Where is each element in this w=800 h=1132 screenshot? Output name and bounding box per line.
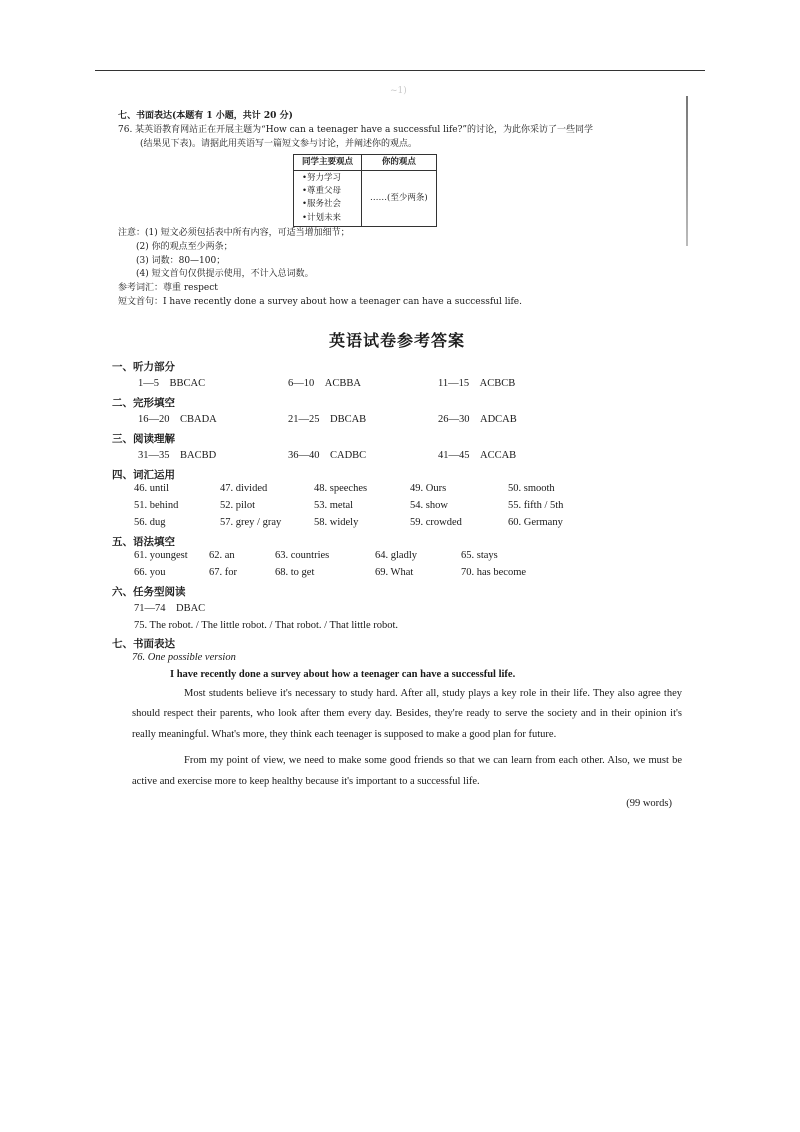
answer-group: 11—15 ACBCB <box>438 378 516 389</box>
grammar-answer: 66. you <box>134 567 166 578</box>
classmate-view-item: • 计划未来 <box>302 212 353 225</box>
scan-edge-mark <box>686 96 688 246</box>
classmate-view-item: • 努力学习 <box>302 172 353 185</box>
reference-vocabulary: 参考词汇：尊重 respect <box>118 283 218 294</box>
vocab-answer: 58. widely <box>314 517 359 528</box>
task-reading-heading: 六、任务型阅读 <box>112 587 186 598</box>
vocab-answers <box>112 483 682 528</box>
grammar-answer: 64. gladly <box>375 550 417 561</box>
note-item: 注意：(1) 短文必须包括表中所有内容，可适当增加细节； <box>118 227 350 238</box>
cloze-answers <box>112 411 682 426</box>
note-item: (4) 短文首句仅供提示使用，不计入总词数。 <box>136 269 314 280</box>
answer-group: 36—40 CADBC <box>288 450 367 461</box>
answer-key <box>112 328 682 809</box>
answer-group: 16—20 CBADA <box>138 414 217 425</box>
writing-task-heading: 七、书面表达(本题有 1 小题，共计 20 分) <box>118 111 293 121</box>
your-view-cell: ……(至少两条) <box>362 170 437 226</box>
answer-group: 26—30 ADCAB <box>438 414 517 425</box>
grammar-answer: 65. stays <box>461 550 498 561</box>
grammar-answer: 62. an <box>209 550 235 561</box>
vocab-answer: 47. divided <box>220 483 268 494</box>
note-item: (3) 词数：80—100； <box>136 255 226 266</box>
classmate-views-cell <box>294 170 362 226</box>
grammar-answer: 70. has become <box>461 567 527 578</box>
survey-views-table <box>293 154 437 227</box>
grammar-answer: 69. What <box>375 567 414 578</box>
grammar-heading: 五、语法填空 <box>112 537 175 548</box>
writing-heading: 七、书面表达 <box>112 639 175 650</box>
vocab-answer: 60. Germany <box>508 517 563 528</box>
page-top-rule <box>95 70 705 71</box>
vocab-answer: 52. pilot <box>220 500 256 511</box>
essay-label: 76. One possible version <box>132 652 236 663</box>
essay-first-sentence: 短文首句：I have recently done a survey about how a teenager can have a successful life. <box>118 297 522 308</box>
classmate-views-list <box>302 172 353 225</box>
vocab-heading: 四、词汇运用 <box>112 470 175 481</box>
cloze-heading: 二、完形填空 <box>112 398 175 409</box>
answer-group: 6—10 ACBBA <box>288 378 361 389</box>
answer-group: 21—25 DBCAB <box>288 414 367 425</box>
views-table-header-yours: 你的观点 <box>362 154 437 170</box>
note-item: (2) 你的观点至少两条； <box>136 241 233 252</box>
grammar-answers <box>112 550 682 578</box>
writing-task-section <box>118 110 678 310</box>
task-reading-answer-75: 75. The robot. / The little robot. / That robot. / That little robot. <box>134 620 399 631</box>
answer-group: 1—5 BBCAC <box>138 378 206 389</box>
answer-group: 31—35 BACBD <box>138 450 217 461</box>
listening-answers <box>112 375 682 390</box>
writing-task-prompt-line2: (结果见下表)。请据此用英语写一篇短文参与讨论，并阐述你的观点。 <box>140 138 418 149</box>
writing-task-prompt-line1: 76. 某英语教育网站正在开展主题为“How can a teenager have a successful life?”的讨论，为此你采访了一些同学 <box>118 124 594 135</box>
views-table-header-classmates: 同学主要观点 <box>294 154 362 170</box>
task-reading-answers: 71—74 DBAC <box>134 603 206 614</box>
vocab-answer: 59. crowded <box>410 517 462 528</box>
grammar-answer: 63. countries <box>275 550 330 561</box>
answer-group: 41—45 ACCAB <box>438 450 517 461</box>
vocab-answer: 50. smooth <box>508 483 555 494</box>
classmate-view-item: • 尊重父母 <box>302 185 353 198</box>
vocab-answer: 46. until <box>134 483 170 494</box>
vocab-answer: 57. grey / gray <box>220 517 282 528</box>
grammar-answer: 67. for <box>209 567 237 578</box>
writing-task-notes <box>118 227 678 283</box>
essay-title: I have recently done a survey about how a teenager can have a successful life. <box>170 669 516 680</box>
faint-stamp: ~1) <box>390 86 407 96</box>
vocab-answer: 51. behind <box>134 500 179 511</box>
grammar-answer: 61. youngest <box>134 550 188 561</box>
reading-answers <box>112 447 682 462</box>
vocab-answer: 56. dug <box>134 517 166 528</box>
vocab-answer: 54. show <box>410 500 448 511</box>
listening-heading: 一、听力部分 <box>112 362 175 373</box>
vocab-answer: 55. fifth / 5th <box>508 500 564 511</box>
essay-paragraph-2: From my point of view, we need to make some good friends so that we can learn from each other. Also, we must be active and exercise more to keep healthy because it's important to a successful life. <box>132 755 682 787</box>
essay-word-count: (99 words) <box>626 798 672 810</box>
classmate-view-item: • 服务社会 <box>302 198 353 211</box>
vocab-answer: 48. speeches <box>314 483 368 494</box>
vocab-answer: 49. Ours <box>410 483 447 494</box>
vocab-answer: 53. metal <box>314 500 354 511</box>
grammar-answer: 68. to get <box>275 567 315 578</box>
reading-heading: 三、阅读理解 <box>112 434 175 445</box>
answer-key-title: 英语试卷参考答案 <box>328 333 465 350</box>
essay-paragraph-1: Most students believe it's necessary to study hard. After all, study plays a key role in their life. They also agree they should respect their parents, who look after them every day. Besides, they're ready to serve the society and in their opinion it's really meaningful. What's more, they think each teenager is supposed to make a good plan for future. <box>132 688 682 740</box>
